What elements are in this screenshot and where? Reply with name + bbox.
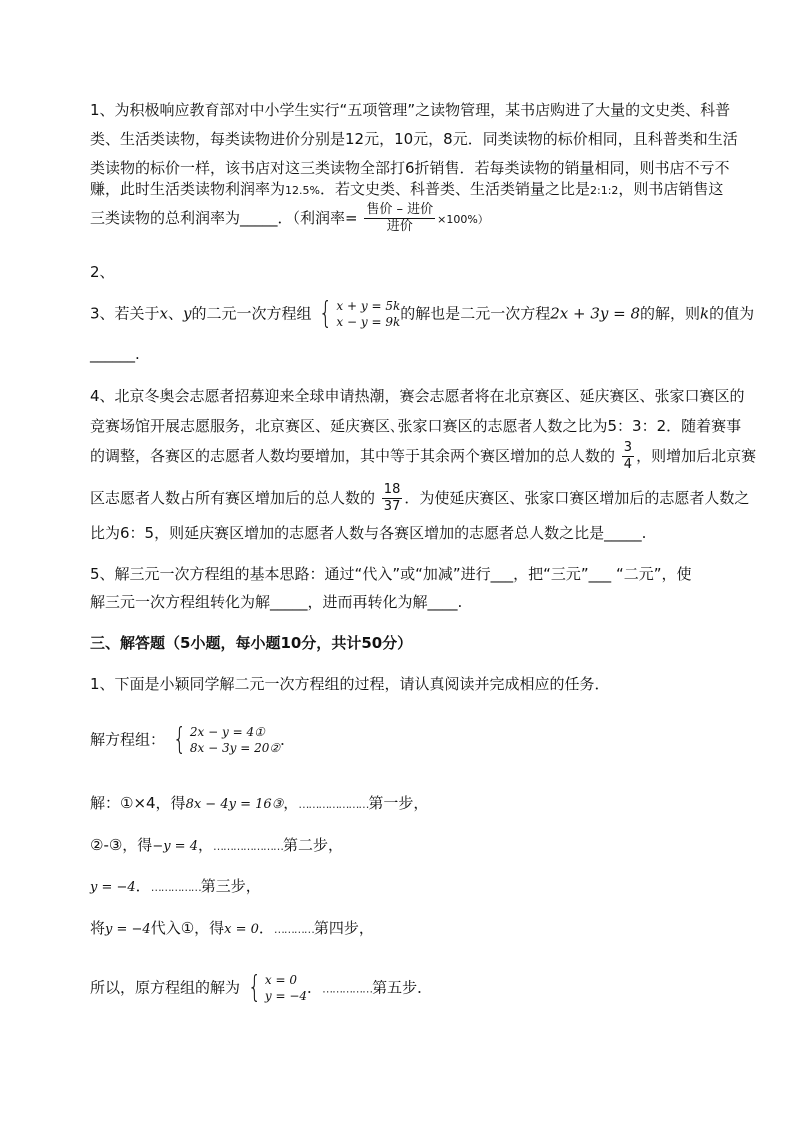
fraction-denominator: 37: [383, 499, 401, 514]
step-5-text-b: ．: [307, 978, 323, 997]
step-4-equation: y = −4: [105, 922, 151, 937]
q1-line-4-text-e: ，则书店销售这: [618, 180, 724, 198]
step-4-text-b: 代入①，得: [150, 919, 225, 937]
q3-line-1: [90, 298, 754, 330]
s1-intro: 1、下面是小颖同学解二元一次方程组的过程，请认真阅读并完成相应的任务．: [90, 675, 610, 693]
s1-step-1: [90, 793, 428, 815]
fraction-three-quarters: [622, 440, 634, 473]
q3-text-d: 的解，则: [640, 304, 701, 323]
step-4-dots: …………: [273, 923, 314, 936]
profit-rate-fraction: [364, 202, 435, 235]
q4-line-4-text-b: ．为使延庆赛区、张家口赛区增加后的志愿者人数之: [404, 489, 750, 507]
fraction-18-37: [382, 482, 403, 515]
step-5-text-a: 所以，原方程组的解为: [90, 978, 241, 997]
s1-step-3: [90, 876, 261, 898]
step-1-label: 第一步，: [368, 794, 429, 812]
step-1-text-b: ，: [283, 794, 299, 812]
q1-line-1: 1、为积极响应教育部对中小学生实行“五项管理”之读物管理，某书店购进了大量的文史类、科普: [90, 101, 731, 119]
system-equation-1: x + y = 5k: [336, 299, 401, 313]
section-3-heading: 三、解答题（5小题，每小题10分，共计50分）: [90, 634, 413, 652]
step-3-dots: ……………: [150, 881, 201, 894]
q1-line-5: [90, 202, 489, 235]
brace-icon: {: [172, 722, 187, 757]
step-1-dots: …………………: [298, 798, 369, 811]
q5-line-1: 5、解三元一次方程组的基本思路：通过“代入”或“加减”进行___，把“三元”___ “二元”，使: [90, 565, 692, 583]
fraction-numerator: 售价 – 进价: [366, 202, 434, 217]
q1-line-4-text-c: ．若文史类、科普类、生活类销量之比是: [319, 180, 590, 198]
step-5-dots: ……………: [322, 982, 373, 996]
step-3-label: 第三步，: [200, 877, 261, 895]
q5-line-2: 解三元一次方程组转化为解_____，进而再转化为解____.: [90, 593, 463, 611]
q3-text-c: 的解也是二元一次方程: [400, 304, 551, 323]
q1-rate-value: 12.5%: [285, 184, 320, 197]
q1-line-3: 类读物的标价一样，该书店对这三类读物全部打6折销售．若每类读物的销量相同，则书店不亏不: [90, 159, 730, 177]
q1-ratio-value: 2:1:2: [589, 184, 619, 197]
brace-icon: {: [247, 970, 262, 1005]
q4-line-4-text-a: 区志愿者人数占所有赛区增加后的总人数的: [90, 489, 376, 507]
s1-system-line: [90, 724, 295, 756]
step-2-equation: −y = 4: [152, 839, 198, 854]
q3-text-e: 的值为: [709, 304, 755, 323]
fraction-denominator: 4: [623, 457, 633, 472]
q1-line-4: [90, 179, 723, 201]
fraction-numerator: 3: [623, 440, 633, 455]
q4-line-5: 比为6：5，则延庆赛区增加的志愿者人数与各赛区增加的志愿者总人数之比是_____.: [90, 524, 647, 542]
step-1-equation: 8x − 4y = 16③: [185, 797, 284, 812]
step-4-label: 第四步，: [313, 919, 374, 937]
step-3-equation: y = −4: [90, 880, 136, 895]
step-4-text-a: 将: [90, 919, 106, 937]
q4-line-3-text-a: 的调整，各赛区的志愿者人数均要增加，其中等于其余两个赛区增加的总人数的: [90, 447, 616, 465]
q1-line-5-text-b: ×100%）: [437, 213, 489, 226]
question-2-label: 2、: [90, 263, 115, 281]
equation-system: [170, 724, 280, 756]
step-4-text-c: ．: [258, 919, 274, 937]
s1-step-4: [90, 918, 374, 940]
system-equation-1: 2x − y = 4①: [189, 725, 265, 739]
q3-comma: 、: [168, 304, 184, 323]
step-4-equation-2: x = 0: [224, 922, 259, 937]
var-k: k: [700, 304, 710, 323]
equation-system: [316, 298, 400, 330]
q4-line-3-text-b: ，则增加后北京赛: [636, 447, 757, 465]
q3-line-2: ______.: [90, 345, 140, 363]
s1-step-2: [90, 835, 343, 857]
step-2-text-a: ②-③，得: [90, 836, 153, 854]
step-3-text-b: ．: [135, 877, 151, 895]
q4-line-1: 4、北京冬奥会志愿者招募迎来全球申请热潮，赛会志愿者将在北京赛区、延庆赛区、张家口赛区的: [90, 387, 745, 405]
brace-icon: {: [319, 296, 333, 331]
solution-y: y = −4: [264, 989, 308, 1003]
step-2-label: 第二步，: [283, 836, 344, 854]
var-y: y: [183, 304, 192, 323]
q1-line-5-text-a: 三类读物的总利润率为_____．（利润率=: [90, 209, 358, 227]
fraction-denominator: 进价: [386, 219, 413, 234]
step-2-text-b: ，: [197, 836, 213, 854]
system-equation-2: 8x − 3y = 20②: [189, 741, 281, 755]
solution-x: x = 0: [264, 973, 297, 987]
q4-line-2: 竞赛场馆开展志愿服务，北京赛区、延庆赛区､张家口赛区的志愿者人数之比为5：3：2．随着赛事: [90, 417, 742, 435]
fraction-numerator: 18: [383, 482, 401, 497]
step-2-dots: …………………: [213, 840, 283, 853]
var-x: x: [159, 304, 169, 323]
q4-line-3: [90, 440, 756, 473]
q4-line-4: [90, 482, 749, 515]
step-5-label: 第五步．: [372, 978, 433, 997]
s1-period: ．: [280, 730, 296, 749]
q3-text-a: 3、若关于: [90, 304, 160, 323]
s1-step-5: [90, 972, 432, 1004]
q1-line-4-text-a: 赚，此时生活类读物利润率为: [90, 180, 286, 198]
step-1-text-a: 解：①×4，得: [90, 794, 186, 812]
solution-system: [245, 972, 307, 1004]
s1-label: 解方程组：: [90, 730, 166, 749]
linear-equation: 2x + 3y = 8: [550, 304, 641, 323]
q3-text-b: 的二元一次方程组: [191, 304, 312, 323]
q1-line-2: 类、生活类读物，每类读物进价分别是12元，10元，8元．同类读物的标价相同，且科普类和生活: [90, 130, 738, 148]
system-equation-2: x − y = 9k: [336, 315, 401, 329]
